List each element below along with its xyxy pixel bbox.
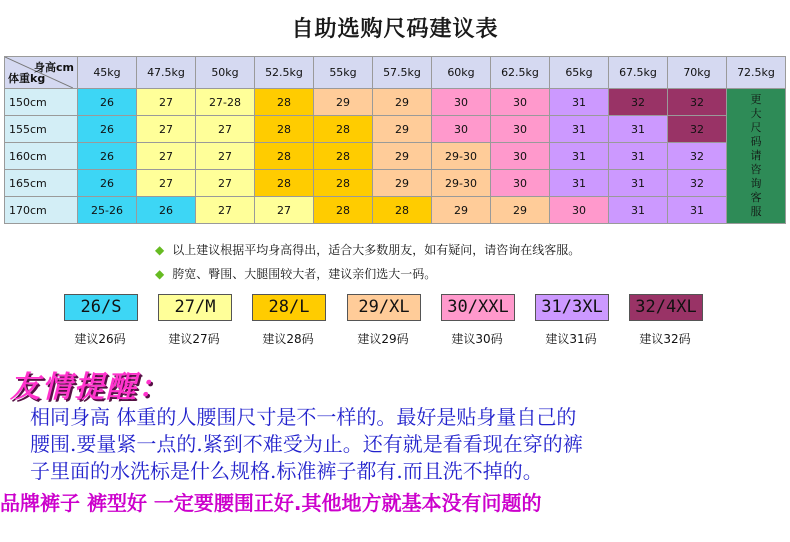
legend-label: 建议31码 — [545, 332, 597, 346]
advice-line: 相同身高 体重的人腰围尺寸是不一样的。最好是贴身量自己的 — [30, 405, 577, 429]
size-cell: 29 — [373, 89, 432, 116]
size-cell: 30 — [432, 116, 491, 143]
size-cell: 31 — [668, 197, 727, 224]
bottom-tagline: 品牌裤子 裤型好 一定要腰围正好.其他地方就基本没有问题的 — [0, 491, 542, 515]
height-cell: 155cm — [5, 116, 78, 143]
corner-cell — [5, 57, 78, 89]
size-cell: 26 — [78, 170, 137, 197]
size-cell: 30 — [491, 116, 550, 143]
legend-swatch: 29/XL — [347, 294, 421, 321]
weight-header: 62.5kg — [491, 57, 550, 89]
advice-text — [30, 404, 790, 485]
legend-swatch: 27/M — [158, 294, 232, 321]
size-cell: 31 — [609, 170, 668, 197]
size-cell: 32 — [609, 89, 668, 116]
legend-label: 建议29码 — [357, 332, 409, 346]
legend-label: 建议30码 — [451, 332, 503, 346]
weight-header: 47.5kg — [137, 57, 196, 89]
weight-header: 60kg — [432, 57, 491, 89]
size-cell: 28 — [255, 143, 314, 170]
size-cell: 31 — [609, 197, 668, 224]
weight-header: 57.5kg — [373, 57, 432, 89]
size-cell: 27 — [196, 143, 255, 170]
table-row — [5, 197, 786, 224]
size-cell: 28 — [314, 116, 373, 143]
legend-label: 建议32码 — [639, 332, 691, 346]
size-cell: 30 — [491, 170, 550, 197]
weight-header: 70kg — [668, 57, 727, 89]
size-cell: 32 — [668, 116, 727, 143]
advice-line: 子里面的水洗标是什么规格.标准裤子都有.而且洗不掉的。 — [30, 459, 543, 483]
size-cell: 28 — [314, 197, 373, 224]
legend-swatch: 28/L — [252, 294, 326, 321]
legend-swatch: 31/3XL — [535, 294, 609, 321]
size-cell: 30 — [491, 143, 550, 170]
weight-header: 65kg — [550, 57, 609, 89]
legend-swatch: 32/4XL — [629, 294, 703, 321]
weight-axis-label: 体重kg — [8, 72, 46, 85]
weight-header: 55kg — [314, 57, 373, 89]
size-cell: 29 — [373, 116, 432, 143]
size-cell: 29 — [373, 143, 432, 170]
size-cell: 28 — [314, 143, 373, 170]
size-cell: 26 — [137, 197, 196, 224]
size-chart-table — [4, 56, 786, 224]
size-cell: 31 — [550, 170, 609, 197]
height-cell: 170cm — [5, 197, 78, 224]
size-cell: 27-28 — [196, 89, 255, 116]
table-row — [5, 89, 786, 116]
page-title: 自助选购尺码建议表 — [291, 17, 499, 42]
note-item — [155, 238, 580, 262]
weight-header: 67.5kg — [609, 57, 668, 89]
size-cell: 27 — [196, 170, 255, 197]
size-cell: 25-26 — [78, 197, 137, 224]
size-cell: 32 — [668, 170, 727, 197]
size-cell: 31 — [550, 116, 609, 143]
size-cell: 30 — [550, 197, 609, 224]
size-cell: 27 — [196, 116, 255, 143]
weight-header: 50kg — [196, 57, 255, 89]
weight-header: 72.5kg — [727, 57, 786, 89]
table-row — [5, 143, 786, 170]
size-cell: 29-30 — [432, 143, 491, 170]
weight-header-row — [5, 57, 786, 89]
size-cell: 27 — [137, 170, 196, 197]
table-row — [5, 170, 786, 197]
size-cell: 32 — [668, 143, 727, 170]
size-cell: 32 — [668, 89, 727, 116]
size-cell: 31 — [550, 143, 609, 170]
legend-label: 建议26码 — [74, 332, 126, 346]
size-cell: 27 — [196, 197, 255, 224]
note-text: 胯宽、臀围、大腿围较大者，建议亲们选大一码。 — [172, 267, 437, 281]
height-cell: 150cm — [5, 89, 78, 116]
size-cell: 29-30 — [432, 170, 491, 197]
legend-swatch: 30/XXL — [441, 294, 515, 321]
height-cell: 165cm — [5, 170, 78, 197]
size-cell: 30 — [491, 89, 550, 116]
size-cell: 28 — [255, 170, 314, 197]
size-cell: 26 — [78, 116, 137, 143]
diamond-bullet-icon: ◆ — [155, 267, 165, 281]
larger-size-note — [727, 89, 786, 224]
legend-label: 建议28码 — [262, 332, 314, 346]
size-cell: 27 — [137, 89, 196, 116]
size-cell: 31 — [609, 143, 668, 170]
reminder-heading: 友情提醒： — [10, 370, 170, 405]
legend-label: 建议27码 — [168, 332, 220, 346]
size-cell: 28 — [255, 116, 314, 143]
note-text: 以上建议根据平均身高得出，适合大多数朋友，如有疑问，请咨询在线客服。 — [172, 243, 581, 257]
size-cell: 28 — [314, 170, 373, 197]
height-cell: 160cm — [5, 143, 78, 170]
size-cell: 26 — [78, 89, 137, 116]
diamond-bullet-icon: ◆ — [155, 243, 165, 257]
size-cell: 28 — [373, 197, 432, 224]
size-cell: 28 — [255, 89, 314, 116]
size-cell: 26 — [78, 143, 137, 170]
height-axis-label: 身高cm — [34, 61, 74, 74]
size-cell: 31 — [609, 116, 668, 143]
legend-swatch: 26/S — [64, 294, 138, 321]
weight-header: 45kg — [78, 57, 137, 89]
size-cell: 29 — [314, 89, 373, 116]
size-cell: 27 — [255, 197, 314, 224]
size-cell: 27 — [137, 143, 196, 170]
note-item — [155, 262, 580, 286]
size-cell: 31 — [550, 89, 609, 116]
size-cell: 30 — [432, 89, 491, 116]
table-row — [5, 116, 786, 143]
notes — [155, 238, 580, 286]
size-cell: 29 — [491, 197, 550, 224]
size-cell: 29 — [373, 170, 432, 197]
larger-size-note-text: 更大尺码请咨询客服 — [750, 93, 762, 218]
advice-line: 腰围.要量紧一点的.紧到不难受为止。还有就是看看现在穿的裤 — [30, 432, 583, 456]
weight-header: 52.5kg — [255, 57, 314, 89]
size-cell: 29 — [432, 197, 491, 224]
size-cell: 27 — [137, 116, 196, 143]
